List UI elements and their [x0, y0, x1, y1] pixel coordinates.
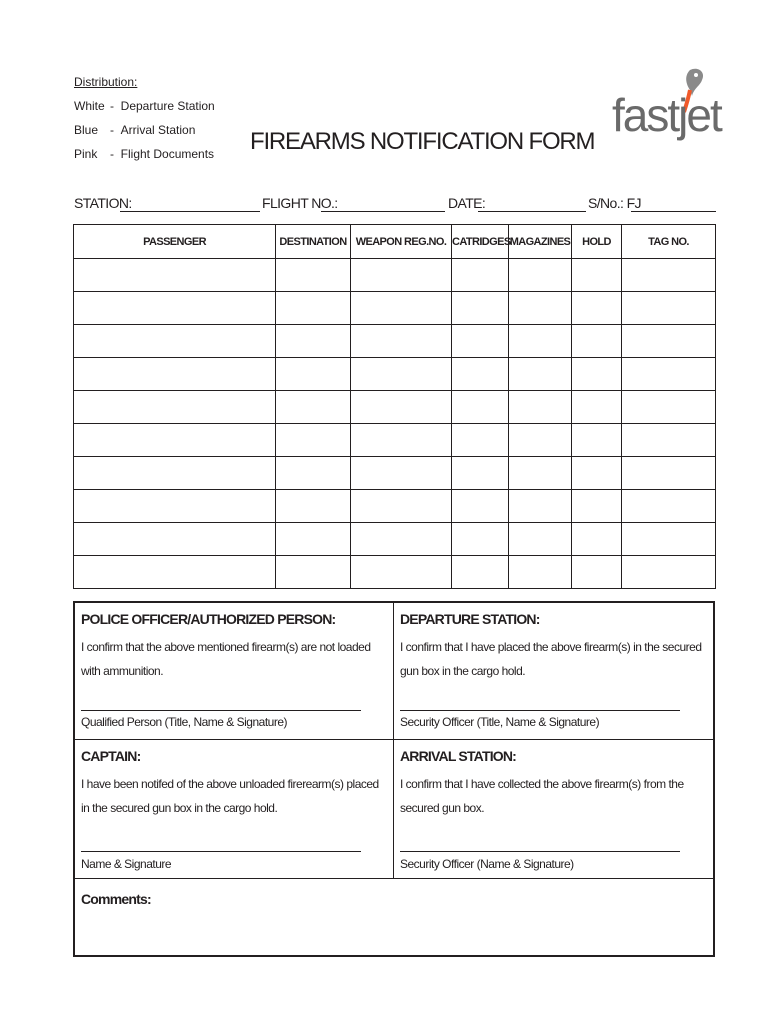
departure-caption: Security Officer (Title, Name & Signature) [400, 715, 600, 729]
table-cell[interactable] [572, 325, 622, 358]
sno-label: S/No.: FJ [588, 195, 641, 211]
table-cell[interactable] [276, 424, 351, 457]
table-row [74, 391, 716, 424]
table-row [74, 292, 716, 325]
table-cell[interactable] [622, 490, 716, 523]
table-row [74, 556, 716, 589]
table-cell[interactable] [452, 358, 509, 391]
table-cell[interactable] [452, 457, 509, 490]
table-cell[interactable] [74, 556, 276, 589]
distribution-row [74, 142, 215, 166]
table-row [74, 457, 716, 490]
police-signature-line[interactable] [81, 710, 361, 711]
table-cell[interactable] [276, 259, 351, 292]
table-cell[interactable] [509, 523, 572, 556]
distribution-color: Pink [74, 147, 98, 161]
arrival-section [394, 740, 713, 878]
arrival-heading: ARRIVAL STATION: [400, 748, 517, 764]
declarations-panel [73, 601, 715, 957]
table-cell[interactable] [452, 325, 509, 358]
table-cell[interactable] [74, 358, 276, 391]
col-magazines: MAGAZINES [509, 225, 572, 259]
arrival-text: I confirm that I have collected the above firearm(s) from the secured gun box. [400, 777, 684, 815]
distribution-row [74, 94, 215, 118]
distribution-color: Blue [74, 123, 99, 137]
distribution-dest: Flight Documents [120, 147, 215, 161]
table-cell[interactable] [572, 259, 622, 292]
col-hold: HOLD [572, 225, 622, 259]
captain-heading: CAPTAIN: [81, 748, 141, 764]
captain-caption: Name & Signature [81, 857, 172, 871]
firearms-table [73, 224, 716, 589]
table-cell[interactable] [572, 490, 622, 523]
captain-section [75, 740, 393, 878]
police-text: I confirm that the above mentioned firearm(s) are not loaded with ammunition. [81, 640, 371, 678]
departure-heading: DEPARTURE STATION: [400, 611, 540, 627]
col-catridges: CATRIDGES [452, 225, 509, 259]
table-cell[interactable] [572, 358, 622, 391]
departure-text: I confirm that I have placed the above firearm(s) in the secured gun box in the cargo hold. [400, 640, 702, 678]
table-cell[interactable] [572, 424, 622, 457]
table-cell[interactable] [74, 292, 276, 325]
table-cell[interactable] [509, 457, 572, 490]
table-cell[interactable] [622, 325, 716, 358]
table-cell[interactable] [572, 556, 622, 589]
table-cell[interactable] [276, 391, 351, 424]
table-cell[interactable] [452, 490, 509, 523]
table-cell[interactable] [572, 292, 622, 325]
table-cell[interactable] [74, 523, 276, 556]
distribution-dest: Departure Station [120, 99, 215, 113]
table-cell[interactable] [509, 292, 572, 325]
col-tag-no: TAG NO. [622, 225, 716, 259]
table-cell[interactable] [74, 259, 276, 292]
table-cell[interactable] [351, 391, 452, 424]
police-officer-section [75, 603, 393, 739]
table-cell[interactable] [276, 556, 351, 589]
table-cell[interactable] [452, 391, 509, 424]
table-row [74, 523, 716, 556]
table-cell[interactable] [351, 358, 452, 391]
table-cell[interactable] [452, 523, 509, 556]
table-cell[interactable] [509, 358, 572, 391]
arrival-signature-line[interactable] [400, 851, 680, 852]
flight-label: FLIGHT NO.: [262, 195, 338, 211]
table-cell[interactable] [452, 259, 509, 292]
table-cell[interactable] [622, 457, 716, 490]
table-cell[interactable] [276, 457, 351, 490]
table-row [74, 259, 716, 292]
table-cell[interactable] [351, 556, 452, 589]
police-heading: POLICE OFFICER/AUTHORIZED PERSON: [81, 611, 336, 627]
table-cell[interactable] [622, 523, 716, 556]
table-cell[interactable] [622, 259, 716, 292]
table-cell[interactable] [622, 358, 716, 391]
header-fields [74, 195, 716, 217]
table-cell[interactable] [572, 391, 622, 424]
table-cell[interactable] [452, 292, 509, 325]
table-cell[interactable] [622, 391, 716, 424]
table-body [74, 259, 716, 589]
date-field[interactable] [478, 211, 586, 212]
col-passenger: PASSENGER [74, 225, 276, 259]
comments-section[interactable] [75, 879, 713, 955]
sno-field[interactable] [631, 211, 716, 212]
table-cell[interactable] [74, 490, 276, 523]
comments-heading: Comments: [81, 891, 151, 907]
distribution-sep: - [110, 123, 114, 137]
table-cell[interactable] [276, 523, 351, 556]
table-cell[interactable] [622, 556, 716, 589]
table-cell[interactable] [452, 556, 509, 589]
table-row [74, 358, 716, 391]
departure-signature-line[interactable] [400, 710, 680, 711]
distribution-list [74, 70, 215, 166]
table-cell[interactable] [351, 259, 452, 292]
captain-text: I have been notifed of the above unloaded firerearm(s) placed in the secured gun box in the cargo hold. [81, 777, 379, 815]
table-cell[interactable] [509, 424, 572, 457]
table-cell[interactable] [74, 325, 276, 358]
date-label: DATE: [448, 195, 486, 211]
table-cell[interactable] [74, 391, 276, 424]
station-label: STATION: [74, 195, 132, 211]
table-row [74, 424, 716, 457]
col-weapon-reg: WEAPON REG.NO. [351, 225, 452, 259]
arrival-caption: Security Officer (Name & Signature) [400, 857, 574, 871]
distribution-color: White [74, 99, 105, 113]
table-cell[interactable] [276, 292, 351, 325]
table-cell[interactable] [572, 523, 622, 556]
table-cell[interactable] [572, 457, 622, 490]
fastjet-logo [612, 66, 721, 166]
table-cell[interactable] [351, 292, 452, 325]
logo-wordmark: fastjet [612, 89, 721, 141]
police-caption: Qualified Person (Title, Name & Signature) [81, 715, 287, 729]
distribution-row [74, 118, 215, 142]
form-title: FIREARMS NOTIFICATION FORM [250, 128, 595, 155]
table-cell[interactable] [509, 325, 572, 358]
table-cell[interactable] [74, 424, 276, 457]
table-cell[interactable] [509, 391, 572, 424]
table-cell[interactable] [622, 424, 716, 457]
table-cell[interactable] [509, 490, 572, 523]
distribution-sep: - [110, 99, 114, 113]
table-cell[interactable] [509, 556, 572, 589]
col-destination: DESTINATION [276, 225, 351, 259]
table-cell[interactable] [351, 325, 452, 358]
table-cell[interactable] [509, 259, 572, 292]
departure-section [394, 603, 713, 739]
table-cell[interactable] [74, 457, 276, 490]
table-cell[interactable] [351, 457, 452, 490]
station-field[interactable] [120, 211, 260, 212]
table-cell[interactable] [351, 490, 452, 523]
distribution-dest: Arrival Station [120, 123, 196, 137]
table-cell[interactable] [452, 424, 509, 457]
table-header-row [74, 225, 716, 259]
table-cell[interactable] [276, 325, 351, 358]
table-row [74, 325, 716, 358]
table-cell[interactable] [276, 490, 351, 523]
distribution-sep: - [110, 147, 114, 161]
table-cell[interactable] [276, 358, 351, 391]
table-row [74, 490, 716, 523]
table-cell[interactable] [622, 292, 716, 325]
table-cell[interactable] [351, 424, 452, 457]
distribution-heading: Distribution: [74, 75, 138, 89]
flight-field[interactable] [321, 211, 445, 212]
captain-signature-line[interactable] [81, 851, 361, 852]
table-cell[interactable] [351, 523, 452, 556]
